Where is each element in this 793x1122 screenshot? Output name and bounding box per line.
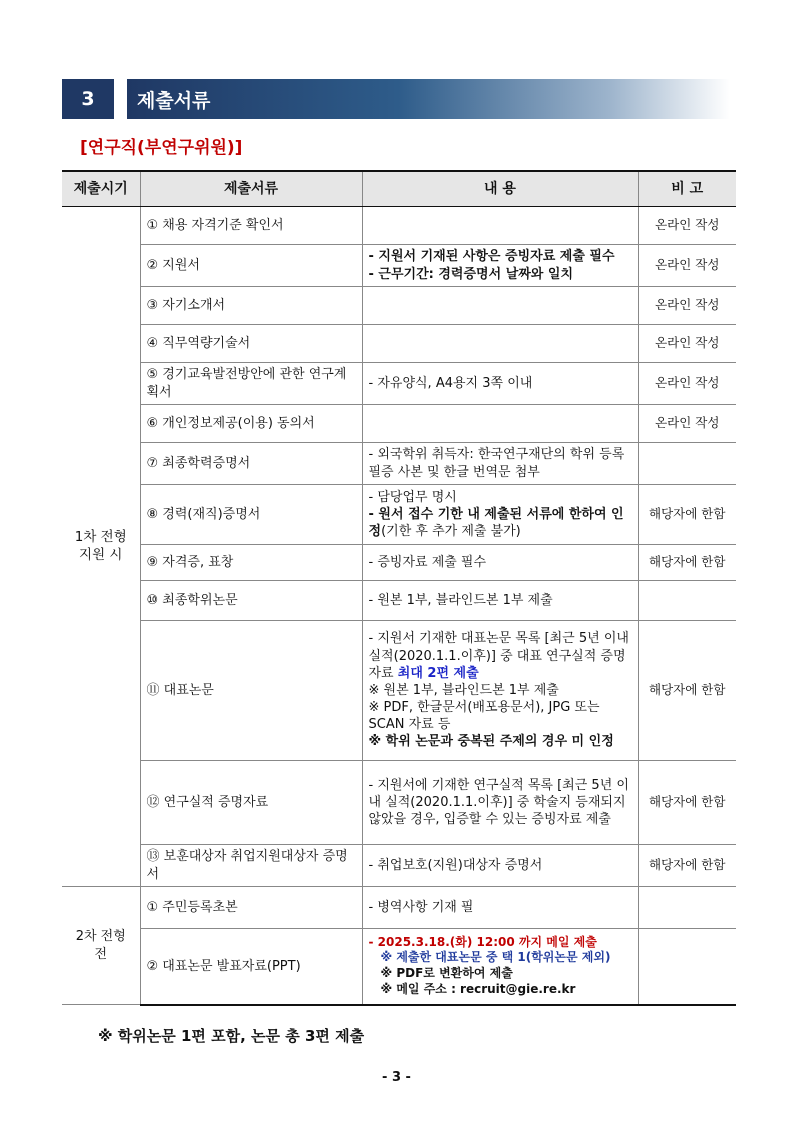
doc-content (362, 207, 638, 245)
doc-name: ③ 자기소개서 (140, 287, 362, 325)
doc-name: ⑨ 자격증, 표창 (140, 545, 362, 581)
doc-content: - 외국학위 취득자: 한국연구재단의 학위 등록필증 사본 및 한글 번역문 첨부 (362, 443, 638, 485)
doc-note: 온라인 작성 (638, 363, 736, 405)
doc-note: 해당자에 한함 (638, 845, 736, 887)
doc-name: ⑤ 경기교육발전방안에 관한 연구계획서 (140, 363, 362, 405)
doc-content: - 지원서 기재된 사항은 증빙자료 제출 필수 - 근무기간: 경력증명서 날짜와 일치 (362, 245, 638, 287)
doc-content: - 담당업무 명시 - 원서 접수 기한 내 제출된 서류에 한하여 인정(기한 후 추가 제출 불가) (362, 485, 638, 545)
doc-content: - 원본 1부, 블라인드본 1부 제출 (362, 581, 638, 621)
table-row (62, 405, 736, 443)
table-row (62, 621, 736, 761)
doc-name: ④ 직무역량기술서 (140, 325, 362, 363)
header-period: 제출시기 (62, 171, 140, 207)
doc-content: - 증빙자료 제출 필수 (362, 545, 638, 581)
doc-name: ① 주민등록초본 (140, 887, 362, 929)
stage1-label: 1차 전형 지원 시 (62, 207, 140, 887)
subtitle: [연구직(부연구위원)] (80, 138, 243, 158)
doc-content (362, 325, 638, 363)
table-header-row (62, 171, 736, 207)
doc-note (638, 929, 736, 1005)
table-row (62, 929, 736, 1005)
table-row (62, 761, 736, 845)
doc-note: 해당자에 한함 (638, 761, 736, 845)
table-row (62, 207, 736, 245)
doc-name: ⑫ 연구실적 증명자료 (140, 761, 362, 845)
doc-content: - 자유양식, A4용지 3쪽 이내 (362, 363, 638, 405)
doc-content: - 2025.3.18.(화) 12:00 까지 메일 제출 ※ 제출한 대표논문 중 택 1(학위논문 제외) ※ PDF로 변환하여 제출 ※ 메일 주소 : recruit@gie.re.kr (362, 929, 638, 1005)
section-title: 제출서류 (127, 79, 730, 119)
doc-note: 해당자에 한함 (638, 545, 736, 581)
doc-note: 온라인 작성 (638, 207, 736, 245)
doc-content: - 병역사항 기재 필 (362, 887, 638, 929)
table-row (62, 581, 736, 621)
table-row (62, 325, 736, 363)
doc-note: 온라인 작성 (638, 405, 736, 443)
documents-table (62, 170, 736, 1006)
doc-note: 온라인 작성 (638, 287, 736, 325)
header-note: 비 고 (638, 171, 736, 207)
doc-name: ⑬ 보훈대상자 취업지원대상자 증명서 (140, 845, 362, 887)
doc-note (638, 887, 736, 929)
footer-note: ※ 학위논문 1편 포함, 논문 총 3편 제출 (98, 1027, 365, 1045)
section-header (62, 79, 730, 119)
doc-content: - 지원서 기재한 대표논문 목록 [최근 5년 이내 실적(2020.1.1.이후)] 중 대표 연구실적 증명 자료 최대 2편 제출 ※ 원본 1부, 블라인드본 1부 제출 ※ PDF, 한글문서(배포용문서), JPG 또는 SCAN 자료 등 ※ 학위 논문과 중복된 주제의 경우 미 인정 (362, 621, 638, 761)
doc-note: 온라인 작성 (638, 245, 736, 287)
doc-content: - 취업보호(지원)대상자 증명서 (362, 845, 638, 887)
doc-content (362, 405, 638, 443)
table-row (62, 485, 736, 545)
doc-note (638, 581, 736, 621)
table-row (62, 287, 736, 325)
doc-name: ⑥ 개인정보제공(이용) 동의서 (140, 405, 362, 443)
doc-note: 온라인 작성 (638, 325, 736, 363)
header-document: 제출서류 (140, 171, 362, 207)
table-row (62, 363, 736, 405)
doc-name: ① 채용 자격기준 확인서 (140, 207, 362, 245)
header-content: 내 용 (362, 171, 638, 207)
page-number: - 3 - (382, 1070, 411, 1085)
table-row (62, 443, 736, 485)
table-row (62, 887, 736, 929)
table-row (62, 245, 736, 287)
doc-content (362, 287, 638, 325)
doc-note: 해당자에 한함 (638, 485, 736, 545)
doc-name: ② 대표논문 발표자료(PPT) (140, 929, 362, 1005)
doc-name: ⑪ 대표논문 (140, 621, 362, 761)
table-row (62, 545, 736, 581)
table-row (62, 845, 736, 887)
doc-content: - 지원서에 기재한 연구실적 목록 [최근 5년 이내 실적(2020.1.1.이후)] 중 학술지 등재되지 않았을 경우, 입증할 수 있는 증빙자료 제출 (362, 761, 638, 845)
stage2-label: 2차 전형 전 (62, 887, 140, 1005)
doc-name: ⑩ 최종학위논문 (140, 581, 362, 621)
doc-name: ② 지원서 (140, 245, 362, 287)
doc-note (638, 443, 736, 485)
doc-name: ⑦ 최종학력증명서 (140, 443, 362, 485)
doc-note: 해당자에 한함 (638, 621, 736, 761)
section-number: 3 (62, 79, 114, 119)
doc-name: ⑧ 경력(재직)증명서 (140, 485, 362, 545)
